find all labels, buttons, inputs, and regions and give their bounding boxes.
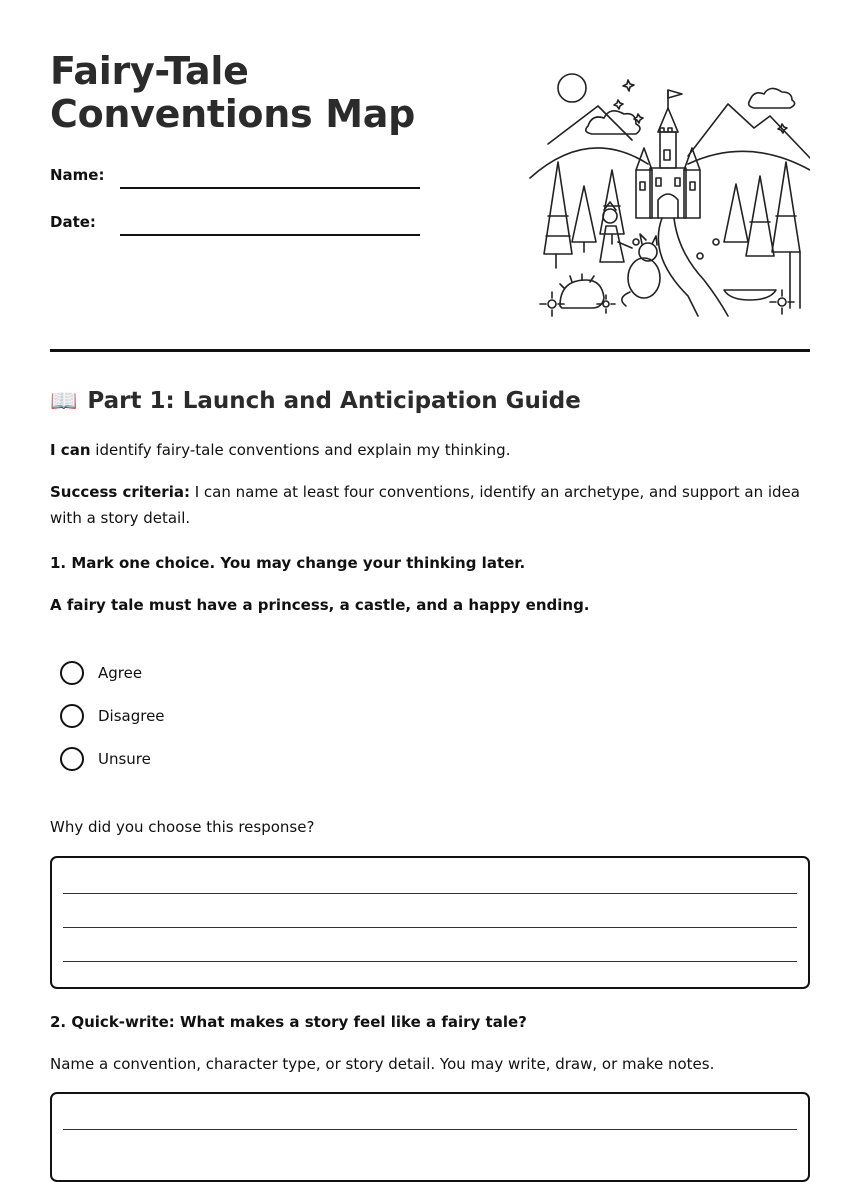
success-criteria-text: I can name at least four conventions, identify an archetype, and support an idea with a story detail. bbox=[50, 483, 800, 527]
name-field[interactable] bbox=[120, 187, 420, 189]
date-field[interactable] bbox=[120, 234, 420, 236]
why-response-box[interactable] bbox=[50, 856, 810, 989]
castle-illustration bbox=[528, 66, 810, 324]
success-criteria bbox=[50, 479, 810, 531]
page-title: Fairy-Tale Conventions Map bbox=[50, 49, 415, 136]
q1-prompt: 1. Mark one choice. You may change your thinking later. bbox=[50, 554, 526, 572]
writing-line bbox=[63, 961, 797, 962]
date-label: Date: bbox=[50, 213, 96, 231]
q2-instructions: Name a convention, character type, or story detail. You may write, draw, or make notes. bbox=[50, 1055, 715, 1073]
option-agree[interactable] bbox=[60, 660, 142, 686]
i-can-label: I can bbox=[50, 441, 91, 459]
option-unsure[interactable] bbox=[60, 746, 151, 772]
quick-write-box[interactable] bbox=[50, 1092, 810, 1182]
open-book-icon: 📖 bbox=[50, 388, 78, 414]
name-label: Name: bbox=[50, 166, 105, 184]
why-prompt: Why did you choose this response? bbox=[50, 818, 315, 836]
writing-line bbox=[63, 893, 797, 894]
disagree-label: Disagree bbox=[98, 707, 165, 725]
learning-target bbox=[50, 437, 810, 463]
success-criteria-label: Success criteria: bbox=[50, 483, 190, 501]
writing-line bbox=[63, 927, 797, 928]
agree-label: Agree bbox=[98, 664, 143, 682]
part1-heading bbox=[50, 388, 581, 414]
unsure-label: Unsure bbox=[98, 750, 151, 768]
writing-line bbox=[63, 1129, 797, 1130]
unsure-radio[interactable] bbox=[60, 747, 84, 771]
agree-radio[interactable] bbox=[60, 661, 84, 685]
q2-prompt: 2. Quick-write: What makes a story feel like a fairy tale? bbox=[50, 1013, 527, 1031]
part1-heading-text: Part 1: Launch and Anticipation Guide bbox=[87, 388, 581, 414]
option-disagree[interactable] bbox=[60, 703, 165, 729]
i-can-text: identify fairy-tale conventions and explain my thinking. bbox=[95, 441, 511, 459]
header-divider bbox=[50, 349, 810, 352]
disagree-radio[interactable] bbox=[60, 704, 84, 728]
q1-statement: A fairy tale must have a princess, a castle, and a happy ending. bbox=[50, 596, 590, 614]
